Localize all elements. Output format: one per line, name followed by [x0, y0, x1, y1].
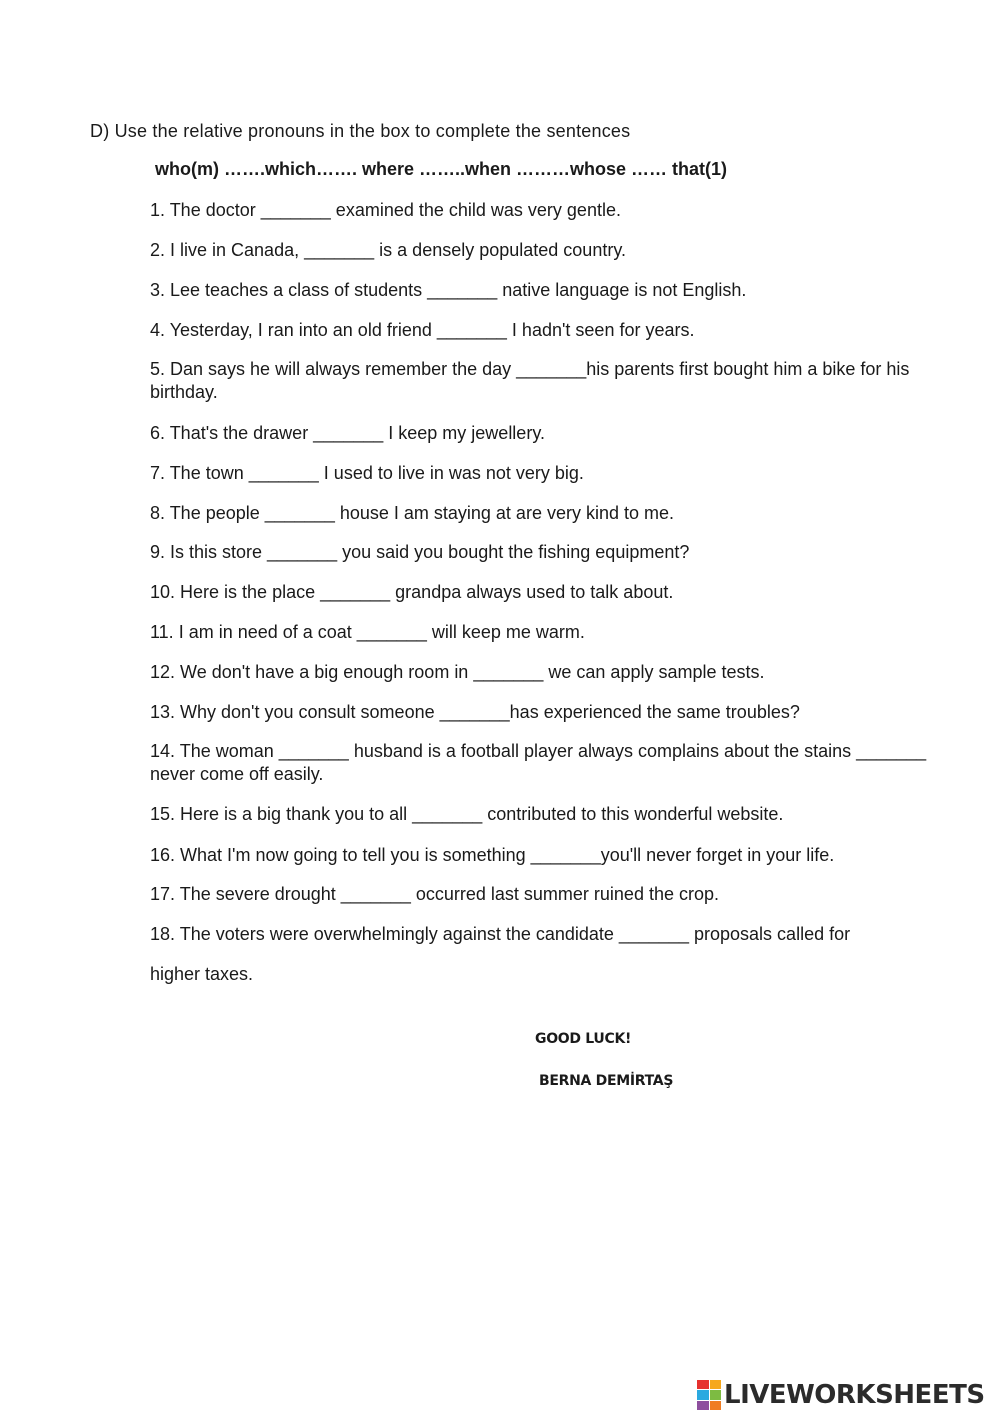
liveworksheets-logo-icon	[697, 1380, 721, 1410]
sentence-11: 11. I am in need of a coat _______ will keep me warm.	[150, 622, 585, 642]
liveworksheets-brand-text: LIVEWORKSHEETS	[724, 1380, 985, 1410]
author-name: BERNA DEMİRTAŞ	[539, 1073, 674, 1089]
sentence-7: 7. The town _______ I used to live in was not very big.	[150, 463, 584, 483]
sentence-17: 17. The severe drought _______ occurred last summer ruined the crop.	[150, 884, 719, 904]
sentence-6: 6. That's the drawer _______ I keep my jewellery.	[150, 423, 545, 443]
sentence-3: 3. Lee teaches a class of students _______ native language is not English.	[150, 280, 747, 300]
sentence-12: 12. We don't have a big enough room in _______ we can apply sample tests.	[150, 662, 765, 682]
liveworksheets-logo	[697, 1378, 985, 1412]
sentence-5: 5. Dan says he will always remember the day _______his parents first bought him a bike for his birthday.	[150, 359, 910, 402]
instructions-heading: D) Use the relative pronouns in the box to complete the sentences	[90, 121, 631, 141]
sentence-8: 8. The people _______ house I am staying at are very kind to me.	[150, 503, 674, 523]
sentence-15: 15. Here is a big thank you to all _______ contributed to this wonderful website.	[150, 804, 784, 824]
sentence-18: 18. The voters were overwhelmingly against the candidate _______ proposals called for	[150, 924, 851, 944]
sentence-2: 2. I live in Canada, _______ is a densely populated country.	[150, 240, 626, 260]
sentence-13: 13. Why don't you consult someone _______has experienced the same troubles?	[150, 702, 800, 722]
sentence-18-continuation: higher taxes.	[150, 964, 254, 984]
sentence-10: 10. Here is the place _______ grandpa always used to talk about.	[150, 582, 674, 602]
good-luck-text: GOOD LUCK!	[535, 1031, 632, 1047]
sentence-4: 4. Yesterday, I ran into an old friend _______ I hadn't seen for years.	[150, 320, 695, 340]
sentence-14: 14. The woman _______ husband is a football player always complains about the stains _______ never come off easily.	[150, 741, 927, 784]
relative-pronoun-box: who(m) …….which……. where ……..when ………whose …… that(1)	[155, 159, 728, 179]
sentence-1: 1. The doctor _______ examined the child was very gentle.	[150, 200, 621, 220]
sentence-16: 16. What I'm now going to tell you is something _______you'll never forget in your life.	[150, 845, 835, 865]
sentence-9: 9. Is this store _______ you said you bought the fishing equipment?	[150, 542, 690, 562]
